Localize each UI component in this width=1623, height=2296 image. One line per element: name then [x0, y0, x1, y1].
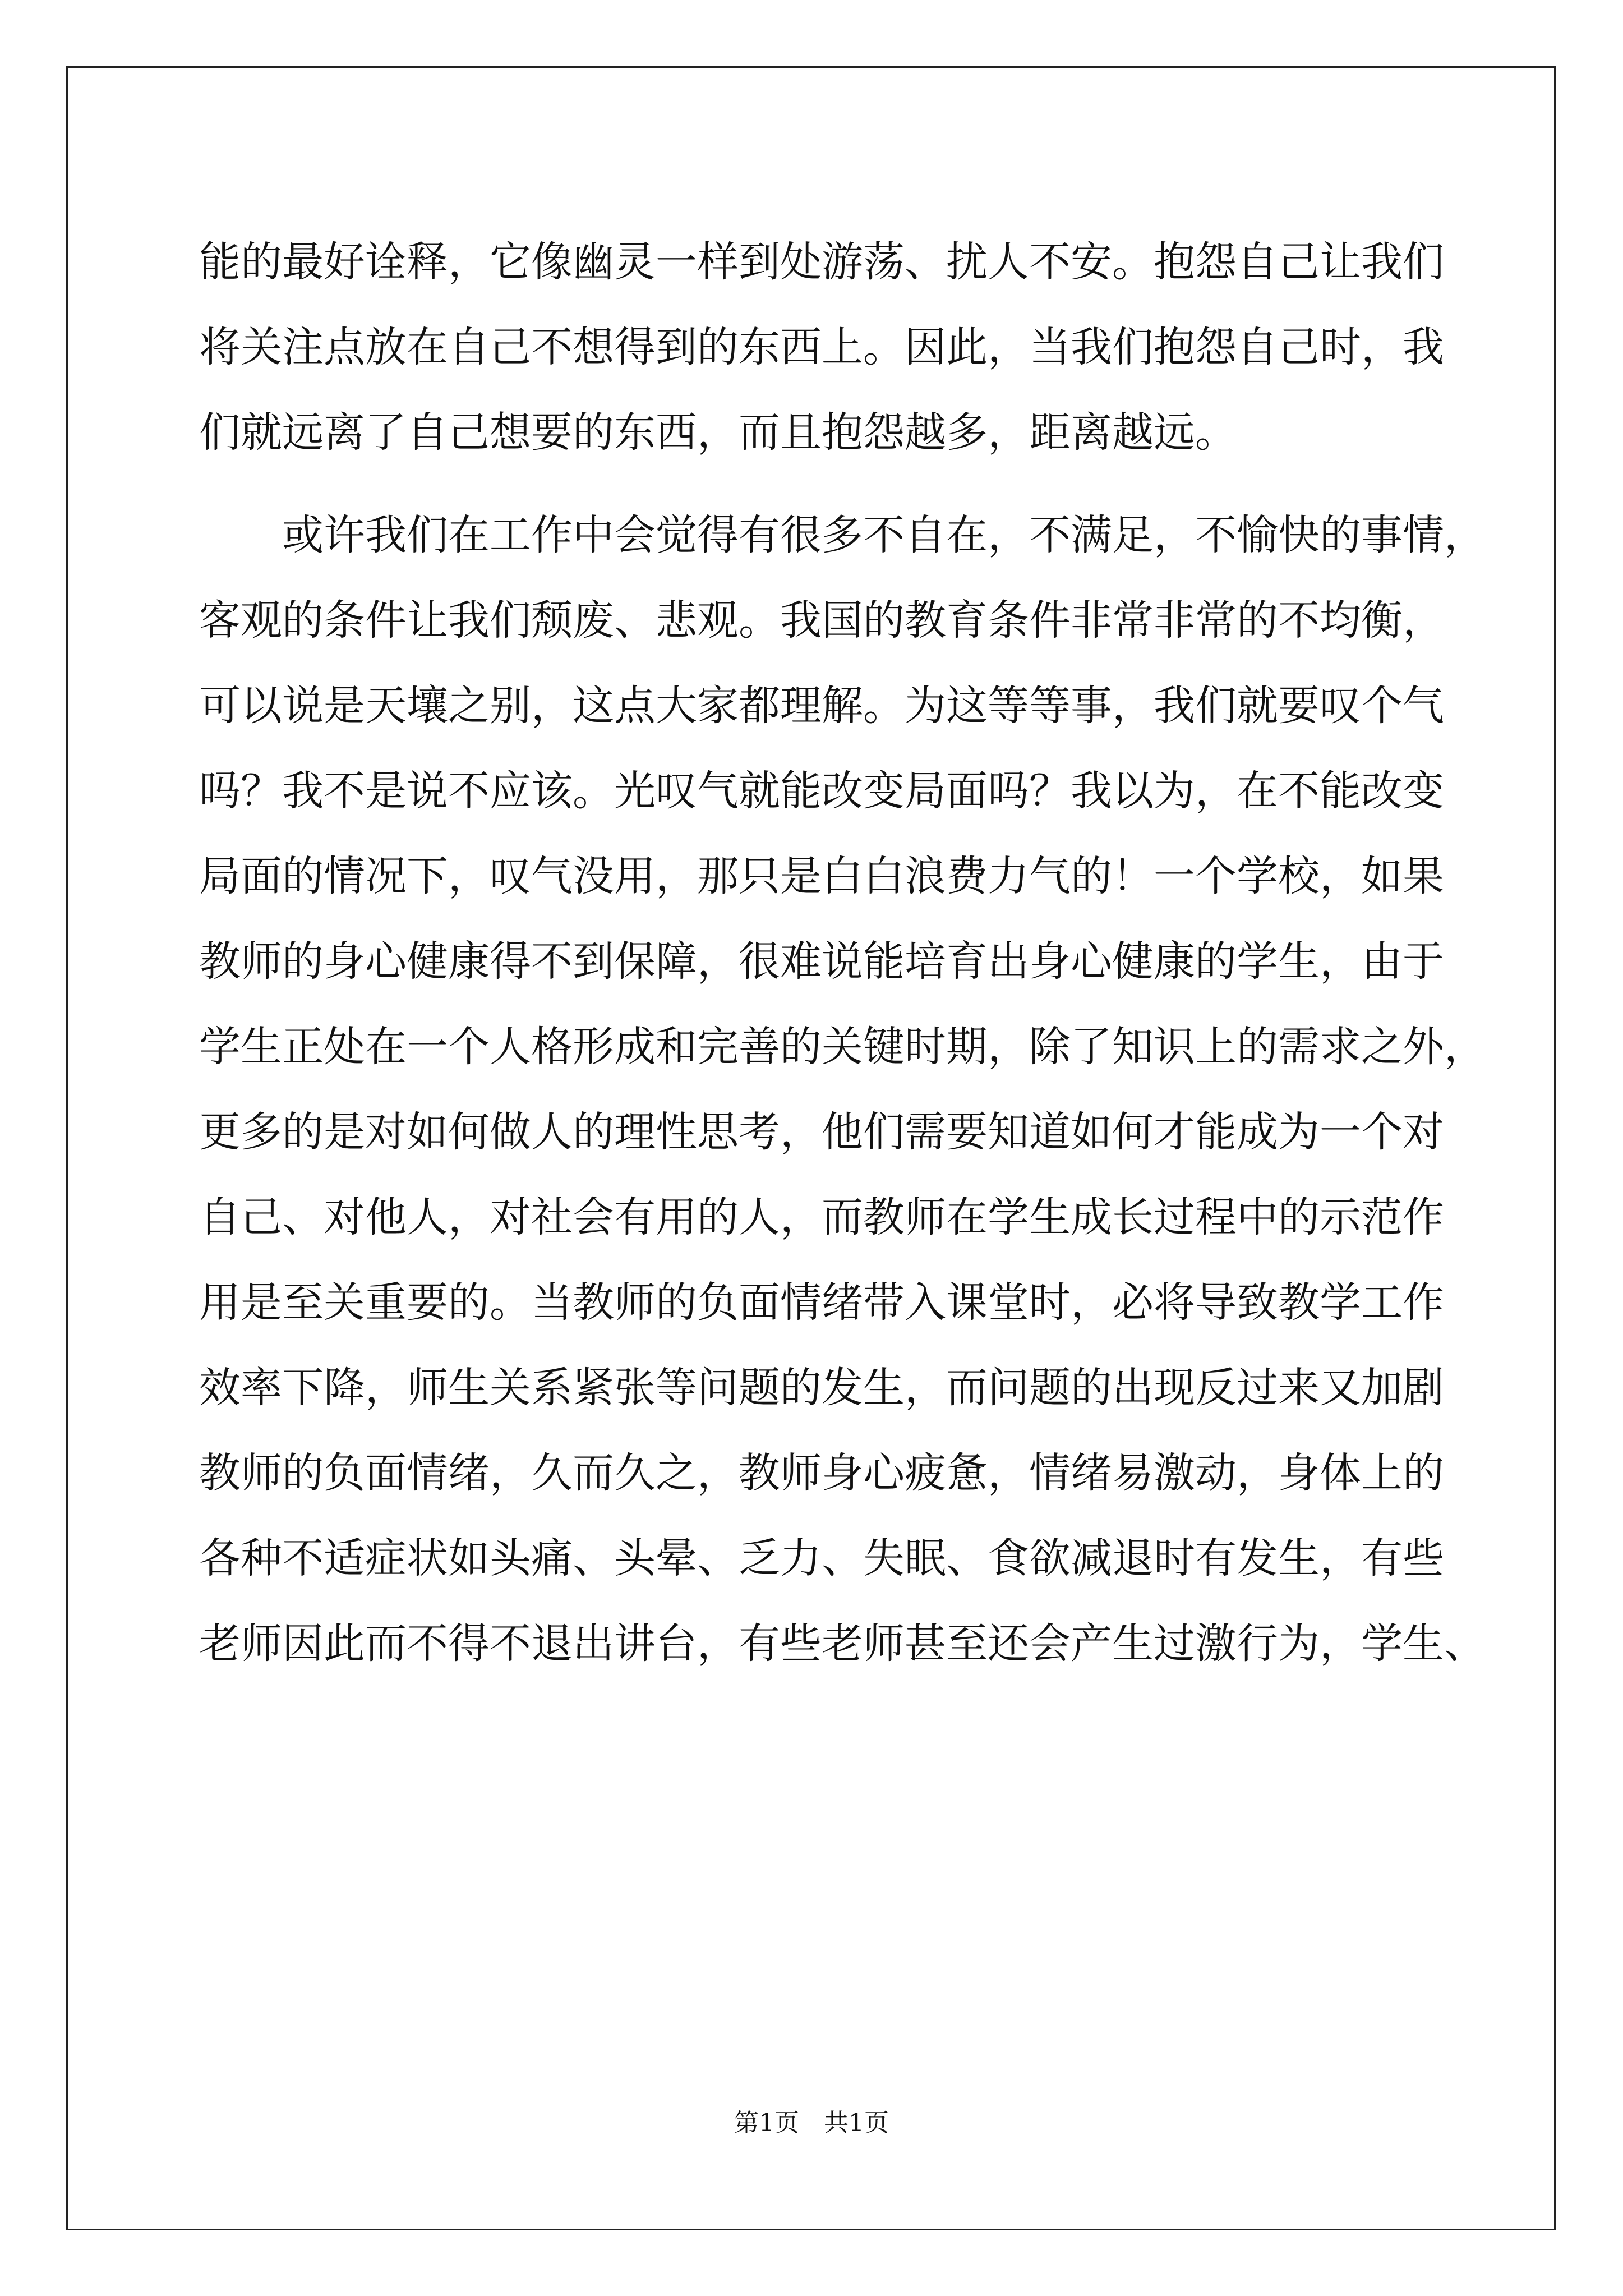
- text-line: 们就远离了自己想要的东西，而且抱怨越多，距离越远。: [199, 408, 1237, 457]
- text-line: 学生正处在一个人格形成和完善的关键时期，除了知识上的需求之外，: [199, 1023, 1486, 1071]
- page-number-footer: 第1页 共1页: [734, 2109, 889, 2137]
- text-line: 效率下降，师生关系紧张等问题的发生，而问题的出现反过来又加剧: [199, 1364, 1444, 1412]
- text-line: 教师的身心健康得不到保障，很难说能培育出身心健康的学生，由于: [199, 937, 1444, 986]
- text-line: 各种不适症状如头痛、头晕、乏力、失眠、食欲减退时有发生，有些: [199, 1534, 1444, 1582]
- text-line: 更多的是对如何做人的理性思考，他们需要知道如何才能成为一个对: [199, 1108, 1444, 1156]
- text-line: 用是至关重要的。当教师的负面情绪带入课堂时，必将导致教学工作: [199, 1278, 1444, 1327]
- text-line-indented: 或许我们在工作中会觉得有很多不自在，不满足，不愉快的事情，: [282, 511, 1486, 559]
- text-line: 老师因此而不得不退出讲台，有些老师甚至还会产生过激行为，学生、: [199, 1619, 1486, 1668]
- text-line: 教师的负面情绪，久而久之，教师身心疲惫，情绪易激动，身体上的: [199, 1449, 1444, 1497]
- text-line: 将关注点放在自己不想得到的东西上。因此，当我们抱怨自己时，我: [199, 323, 1444, 371]
- text-line: 局面的情况下，叹气没用，那只是白白浪费力气的！一个学校，如果: [199, 852, 1444, 900]
- text-line: 吗？我不是说不应该。光叹气就能改变局面吗？我以为，在不能改变: [199, 767, 1444, 815]
- text-line: 客观的条件让我们颓废、悲观。我国的教育条件非常非常的不均衡，: [199, 596, 1444, 645]
- text-line: 自己、对他人，对社会有用的人，而教师在学生成长过程中的示范作: [199, 1193, 1444, 1241]
- text-line: 能的最好诠释，它像幽灵一样到处游荡、扰人不安。抱怨自己让我们: [199, 238, 1444, 286]
- text-line: 可以说是天壤之别，这点大家都理解。为这等等事，我们就要叹个气: [199, 682, 1444, 730]
